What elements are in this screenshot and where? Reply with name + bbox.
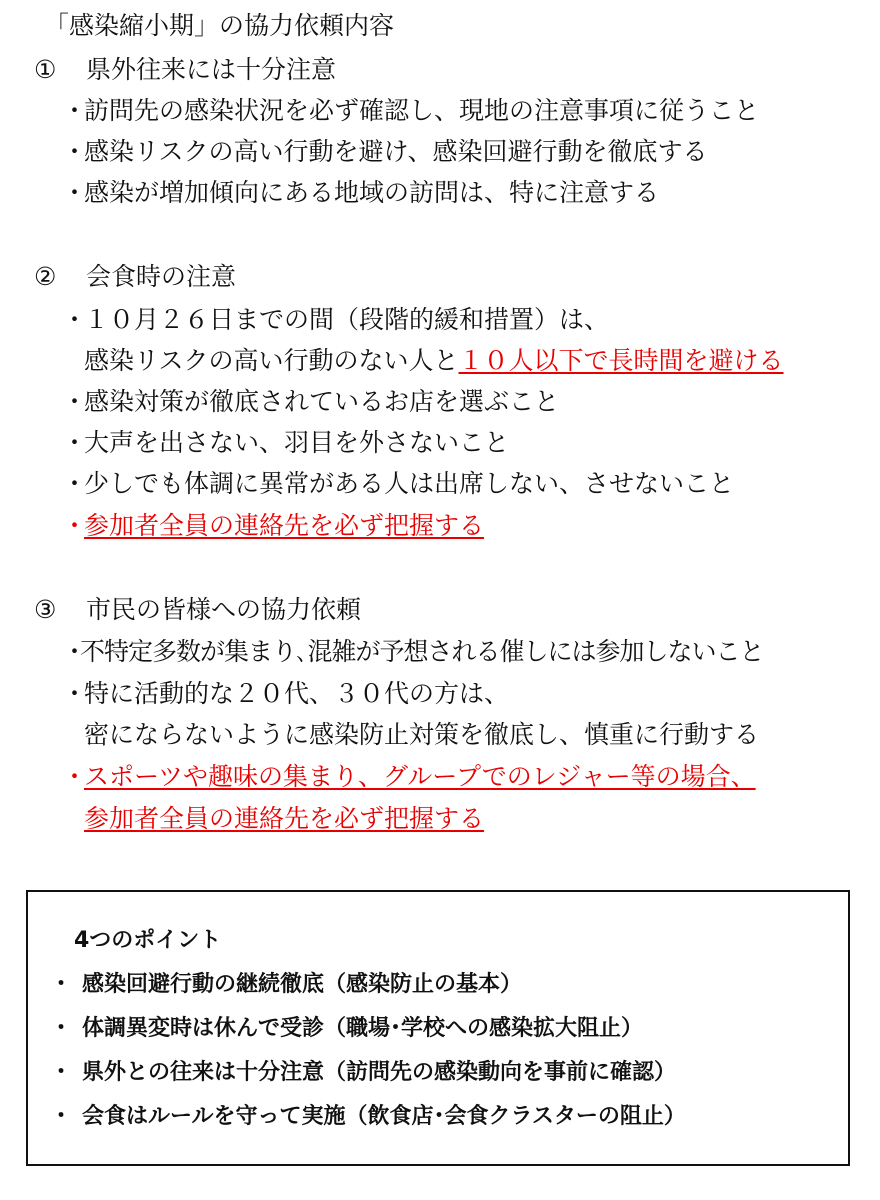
- section-2-item-1-emphasis: １０人以下で長時間を避ける: [458, 346, 784, 375]
- section-1-item-1: [62, 93, 759, 129]
- bullet: ・: [62, 137, 88, 166]
- point-bullet: ・: [50, 972, 73, 997]
- section-2-title: 会食時の注意: [86, 262, 237, 291]
- section-1-item-1-text: 訪問先の感染状況を必ず確認し、現地の注意事項に従うこと: [84, 96, 760, 125]
- point-bullet: ・: [50, 1060, 73, 1085]
- section-2-item-5: [62, 508, 484, 544]
- bullet: ・: [62, 178, 88, 207]
- section-3-item-2-line-2-text: 密にならないように感染防止対策を徹底し、慎重に行動する: [84, 720, 760, 749]
- section-1-item-2: [62, 134, 708, 170]
- key-point-3-text: 県外との往来は十分注意（訪問先の感染動向を事前に確認）: [82, 1060, 677, 1085]
- key-point-1: [50, 968, 522, 1002]
- key-point-2-text: 体調異変時は休んで受診（職場･学校への感染拡大阻止）: [82, 1016, 644, 1041]
- section-3-item-3-emphasis-line-2: 参加者全員の連絡先を必ず把握する: [84, 804, 485, 833]
- section-3-item-3-continued: [84, 801, 484, 837]
- bullet: ・: [62, 637, 87, 666]
- section-1-item-3-text: 感染が増加傾向にある地域の訪問は、特に注意する: [84, 178, 660, 207]
- bullet: ・: [62, 428, 88, 457]
- section-2-item-1-line-2-text: 感染リスクの高い行動のない人と: [84, 346, 459, 375]
- key-point-4-text: 会食はルールを守って実施（飲食店･会食クラスターの阻止）: [82, 1104, 686, 1129]
- key-point-2: [50, 1012, 643, 1046]
- key-point-4: [50, 1100, 686, 1134]
- bullet: ・: [62, 469, 88, 498]
- section-3-item-2-text: 特に活動的な２０代、３０代の方は、: [84, 679, 510, 708]
- key-point-3: [50, 1056, 676, 1090]
- section-1-heading: [34, 52, 336, 88]
- bullet: ・: [62, 387, 88, 416]
- bullet: ・: [62, 762, 88, 791]
- section-3-item-3: [62, 759, 756, 795]
- key-points-title: 4つのポイント: [74, 928, 222, 953]
- section-2-item-5-emphasis: 参加者全員の連絡先を必ず把握する: [84, 511, 485, 540]
- bullet: ・: [62, 511, 88, 540]
- section-2-item-1-continued: [84, 343, 784, 379]
- point-bullet: ・: [50, 1016, 73, 1041]
- section-3-item-1-text: 不特定多数が集まり､混雑が予想される催しには参加しないこと: [80, 637, 764, 666]
- bullet: ・: [62, 96, 88, 125]
- section-2-item-2: [62, 384, 559, 420]
- section-3-item-3-emphasis: スポーツや趣味の集まり、グループでのレジャー等の場合、: [84, 762, 756, 791]
- section-1-item-2-text: 感染リスクの高い行動を避け、感染回避行動を徹底する: [84, 137, 708, 166]
- page-title: 「感染縮小期」の協力依頼内容: [44, 11, 395, 40]
- section-2-item-3-text: 大声を出さない、羽目を外さないこと: [84, 428, 510, 457]
- section-3-item-1: [62, 634, 764, 670]
- bullet: ・: [62, 679, 88, 708]
- section-2-item-4: [62, 466, 734, 502]
- section-2-item-1: [62, 302, 609, 338]
- section-2-item-3: [62, 425, 509, 461]
- section-1-number: ①: [34, 55, 57, 84]
- section-2-item-2-text: 感染対策が徹底されているお店を選ぶこと: [84, 387, 560, 416]
- section-2-item-4-text: 少しでも体調に異常がある人は出席しない、させないこと: [84, 469, 735, 498]
- bullet: ・: [62, 305, 88, 334]
- section-2-item-1-text: １０月２６日までの間（段階的緩和措置）は、: [84, 305, 610, 334]
- section-3-title: 市民の皆様への協力依頼: [86, 595, 362, 624]
- point-bullet: ・: [50, 1104, 73, 1129]
- section-3-number: ③: [34, 595, 57, 624]
- section-1-item-3: [62, 175, 659, 211]
- section-2-heading: [34, 259, 236, 295]
- section-3-heading: [34, 592, 361, 628]
- section-3-item-2: [62, 676, 509, 712]
- section-1-title: 県外往来には十分注意: [86, 55, 337, 84]
- key-point-1-text: 感染回避行動の継続徹底（感染防止の基本）: [82, 972, 523, 997]
- section-2-number: ②: [34, 262, 57, 291]
- section-3-item-2-continued: [84, 717, 759, 753]
